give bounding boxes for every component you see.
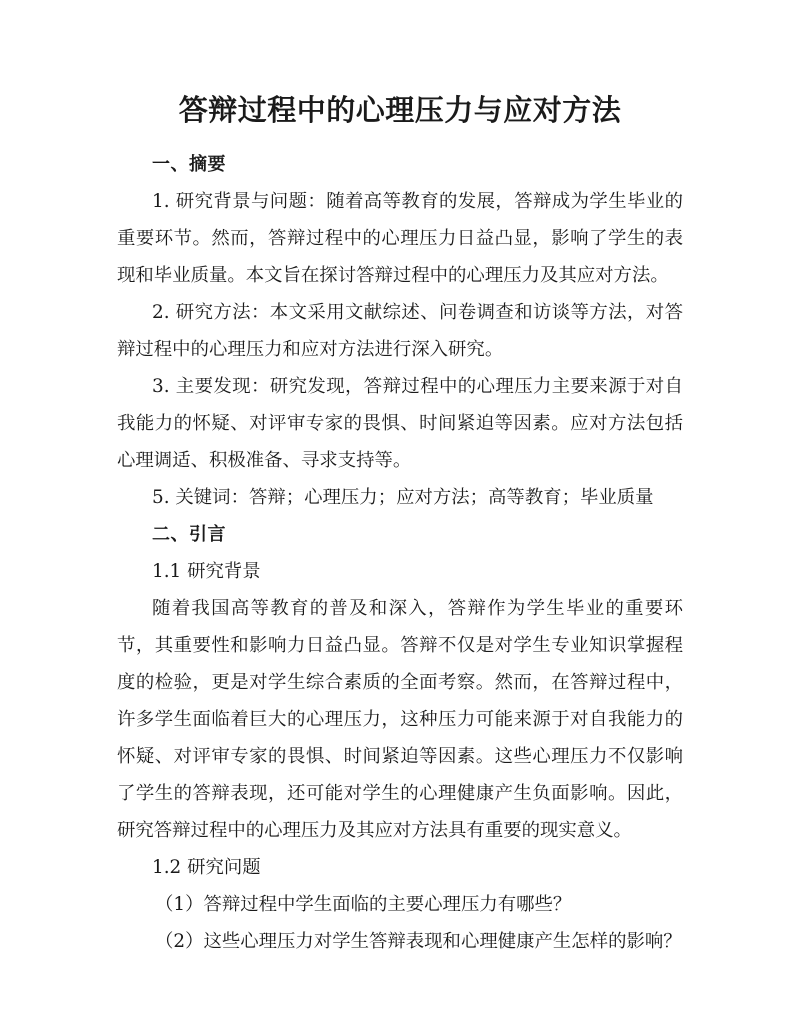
abstract-paragraph-keywords: 5. 关键词：答辩；心理压力；应对方法；高等教育；毕业质量 bbox=[152, 487, 654, 508]
subsection-heading-background: 1.1 研究背景 bbox=[152, 561, 261, 582]
research-question-2: （2）这些心理压力对学生答辩表现和心理健康产生怎样的影响？ bbox=[155, 931, 682, 952]
section-heading-abstract: 一、摘要 bbox=[152, 154, 226, 175]
abstract-paragraph-findings: 3. 主要发现：研究发现，答辩过程中的心理压力主要来源于对自我能力的怀疑、对评审专家的畏惧、时间紧迫等因素。应对方法包括心理调适、积极准备、寻求支持等。 bbox=[117, 376, 683, 471]
section-heading-introduction: 二、引言 bbox=[152, 524, 226, 545]
introduction-paragraph: 随着我国高等教育的普及和深入，答辩作为学生毕业的重要环节，其重要性和影响力日益凸显。答辩不仅是对学生专业知识掌握程度的检验，更是对学生综合素质的全面考察。然而，在答辩过程中，许多学生面临着巨大的心理压力，这种压力可能来源于对自我能力的怀疑、对评审专家的畏惧、时间紧迫等因素。这些心理压力不仅影响了学生的答辩表现，还可能对学生的心理健康产生负面影响。因此，研究答辩过程中的心理压力及其应对方法具有重要的现实意义。 bbox=[117, 598, 683, 841]
subsection-heading-questions: 1.2 研究问题 bbox=[152, 857, 261, 878]
document-body bbox=[117, 146, 683, 960]
abstract-paragraph-background: 1. 研究背景与问题：随着高等教育的发展，答辩成为学生毕业的重要环节。然而，答辩过程中的心理压力日益凸显，影响了学生的表现和毕业质量。本文旨在探讨答辩过程中的心理压力及其应对方法。 bbox=[117, 191, 683, 286]
research-question-1: （1）答辩过程中学生面临的主要心理压力有哪些？ bbox=[155, 894, 572, 915]
document-title: 答辩过程中的心理压力与应对方法 bbox=[178, 93, 622, 127]
abstract-paragraph-methods: 2. 研究方法：本文采用文献综述、问卷调查和访谈等方法，对答辩过程中的心理压力和应对方法进行深入研究。 bbox=[117, 302, 683, 360]
